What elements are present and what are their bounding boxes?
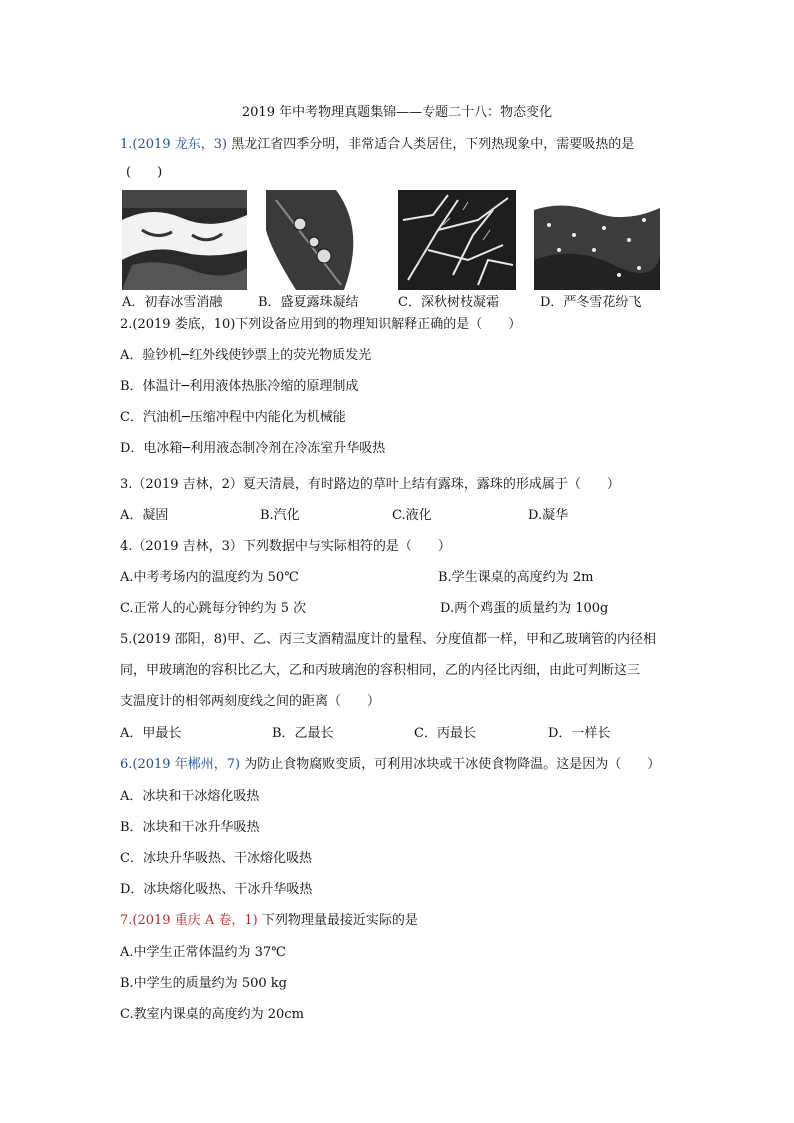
question-6-number: 6. [120, 757, 133, 772]
question-1-option-d: D．严冬雪花纷飞 [540, 295, 642, 310]
question-4-stem: 4.（2019 吉林，3）下列数据中与实际相符的是（ ） [120, 539, 451, 554]
question-5-stem-line-2: 同，甲玻璃泡的容积比乙大，乙和丙玻璃泡的容积相同，乙的内径比丙细，由此可判断这三 [120, 663, 641, 678]
question-2-option-d: D．电冰箱─利用液态制冷剂在冷冻室升华吸热 [120, 441, 386, 456]
question-2-stem: 2.(2019 娄底，10)下列设备应用到的物理知识解释正确的是（ ） [120, 317, 522, 332]
question-2-option-b: B．体温计─利用液体热胀冷缩的原理制成 [120, 379, 359, 394]
question-4-option-d: D.两个鸡蛋的质量约为 100g [440, 601, 609, 616]
question-2-option-a: A．验钞机─红外线使钞票上的荧光物质发光 [120, 348, 372, 363]
question-7-option-a: A.中学生正常体温约为 37℃ [120, 945, 286, 960]
question-1-source: (2019 龙东，3) [132, 137, 228, 152]
photo-snowflakes [534, 190, 660, 290]
question-1-option-c: C．深秋树枝凝霜 [398, 295, 499, 310]
question-3-option-c: C.液化 [392, 508, 432, 523]
question-4-option-c: C.正常人的心跳每分钟约为 5 次 [120, 601, 307, 616]
question-7-option-b: B.中学生的质量约为 500 kg [120, 976, 287, 991]
question-1-option-b: B．盛夏露珠凝结 [258, 295, 359, 310]
question-1-text: 黑龙江省四季分明，非常适合人类居住，下列热现象中，需要吸热的是 [231, 137, 635, 152]
question-7-number: 7. [120, 913, 133, 928]
question-2-option-c: C．汽油机─压缩冲程中内能化为机械能 [120, 410, 346, 425]
question-1-number: 1. [120, 137, 133, 152]
photo-dew-drops [266, 190, 378, 290]
question-5-stem-line-3: 支温度计的相邻两刻度线之间的距离（ ） [120, 694, 381, 709]
photo-frost-branches [398, 190, 516, 290]
question-1-answer-paren: ( ) [126, 165, 163, 180]
question-4-option-b: B.学生课桌的高度约为 2m [438, 570, 594, 585]
question-6-option-b: B．冰块和干冰升华吸热 [120, 820, 260, 835]
question-5-option-c: C．丙最长 [414, 726, 476, 741]
question-1-option-a: A．初春冰雪消融 [122, 295, 223, 310]
question-6-option-c: C．冰块升华吸热、干冰熔化吸热 [120, 851, 312, 866]
question-6-source: (2019 年郴州，7) [132, 757, 241, 772]
question-3-option-d: D.凝华 [528, 508, 569, 523]
question-7-stem [120, 912, 418, 930]
question-5-option-d: D．一样长 [548, 726, 611, 741]
question-6-stem [120, 756, 660, 774]
question-6-option-a: A．冰块和干冰熔化吸热 [120, 789, 260, 804]
question-3-stem: 3.（2019 吉林，2）夏天清晨，有时路边的草叶上结有露珠，露珠的形成属于（ ） [120, 477, 620, 492]
question-6-text: 为防止食物腐败变质，可利用冰块或干冰使食物降温。这是因为（ ） [244, 757, 661, 772]
question-1-stem [120, 136, 634, 154]
question-7-text: 下列物理量最接近实际的是 [261, 913, 418, 928]
question-5-option-a: A．甲最长 [120, 726, 182, 741]
question-5-stem-line-1: 5.(2019 邵阳，8)甲、乙、丙三支酒精温度计的量程、分度值都一样，甲和乙玻璃管的内径相 [120, 632, 657, 647]
question-4-option-a: A.中考考场内的温度约为 50℃ [120, 570, 299, 585]
question-7-source: (2019 重庆 A 卷，1) [132, 913, 258, 928]
question-3-option-b: B.汽化 [260, 508, 300, 523]
photo-melting-ice [122, 190, 247, 290]
question-6-option-d: D．冰块熔化吸热、干冰升华吸热 [120, 882, 313, 897]
document-title: 2019 年中考物理真题集锦——专题二十八：物态变化 [241, 105, 553, 120]
question-5-option-b: B．乙最长 [272, 726, 334, 741]
question-3-option-a: A．凝固 [120, 508, 169, 523]
question-7-option-c: C.教室内课桌的高度约为 20cm [120, 1007, 304, 1022]
